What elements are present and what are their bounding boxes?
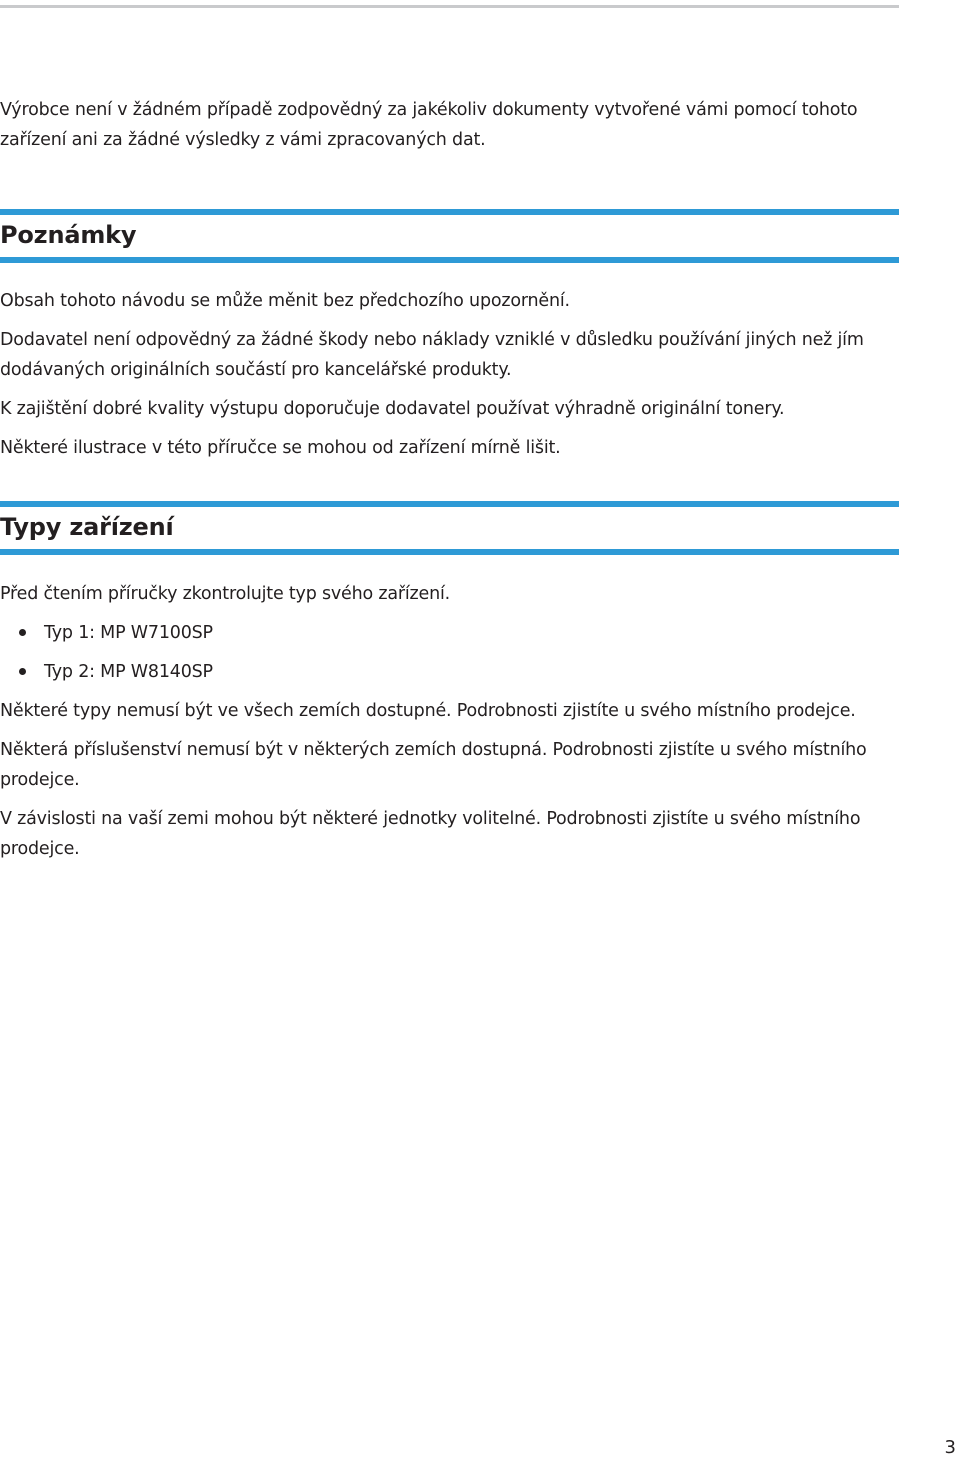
- top-rule: [0, 5, 899, 8]
- page-number: 3: [944, 1437, 956, 1458]
- device-type-label: Typ 1: MP W7100SP: [44, 623, 213, 643]
- bullet-icon: [19, 629, 26, 636]
- notes-paragraph: K zajištění dobré kvality výstupu doporučuje dodavatel používat výhradně originální tonery.: [0, 399, 785, 419]
- list-item: [0, 618, 905, 648]
- device-types-section: [0, 501, 905, 864]
- notes-paragraph: Obsah tohoto návodu se může měnit bez předchozího upozornění.: [0, 291, 570, 311]
- notes-paragraph: Některé ilustrace v této příručce se mohou od zařízení mírně lišit.: [0, 438, 561, 458]
- device-type-label: Typ 2: MP W8140SP: [44, 662, 213, 682]
- intro-paragraph: Výrobce není v žádném případě zodpovědný za jakékoliv dokumenty vytvořené vámi pomocí tohoto zařízení ani za žádné výsledky z vámi zpracovaných dat.: [0, 100, 858, 150]
- device-types-list: [0, 618, 905, 687]
- device-types-paragraph: V závislosti na vaší zemi mohou být některé jednotky volitelné. Podrobnosti zjistíte u svého místního prodejce.: [0, 809, 861, 859]
- device-types-paragraph: Některá příslušenství nemusí být v některých zemích dostupná. Podrobnosti zjistíte u svého místního prodejce.: [0, 740, 867, 790]
- bullet-icon: [19, 668, 26, 675]
- device-types-paragraph: Některé typy nemusí být ve všech zemích dostupné. Podrobnosti zjistíte u svého místního prodejce.: [0, 701, 856, 721]
- device-types-heading-bar: [0, 501, 899, 555]
- notes-paragraph: Dodavatel není odpovědný za žádné škody nebo náklady vzniklé v důsledku používání jiných než jím dodávaných originálních součástí pro kancelářské produkty.: [0, 330, 864, 380]
- device-types-lead: Před čtením příručky zkontrolujte typ svého zařízení.: [0, 584, 451, 604]
- device-types-heading: Typy zařízení: [0, 513, 174, 541]
- notes-section: [0, 209, 905, 463]
- page-content: [0, 95, 905, 864]
- notes-heading-bar: [0, 209, 899, 263]
- list-item: [0, 657, 905, 687]
- notes-heading: Poznámky: [0, 221, 137, 249]
